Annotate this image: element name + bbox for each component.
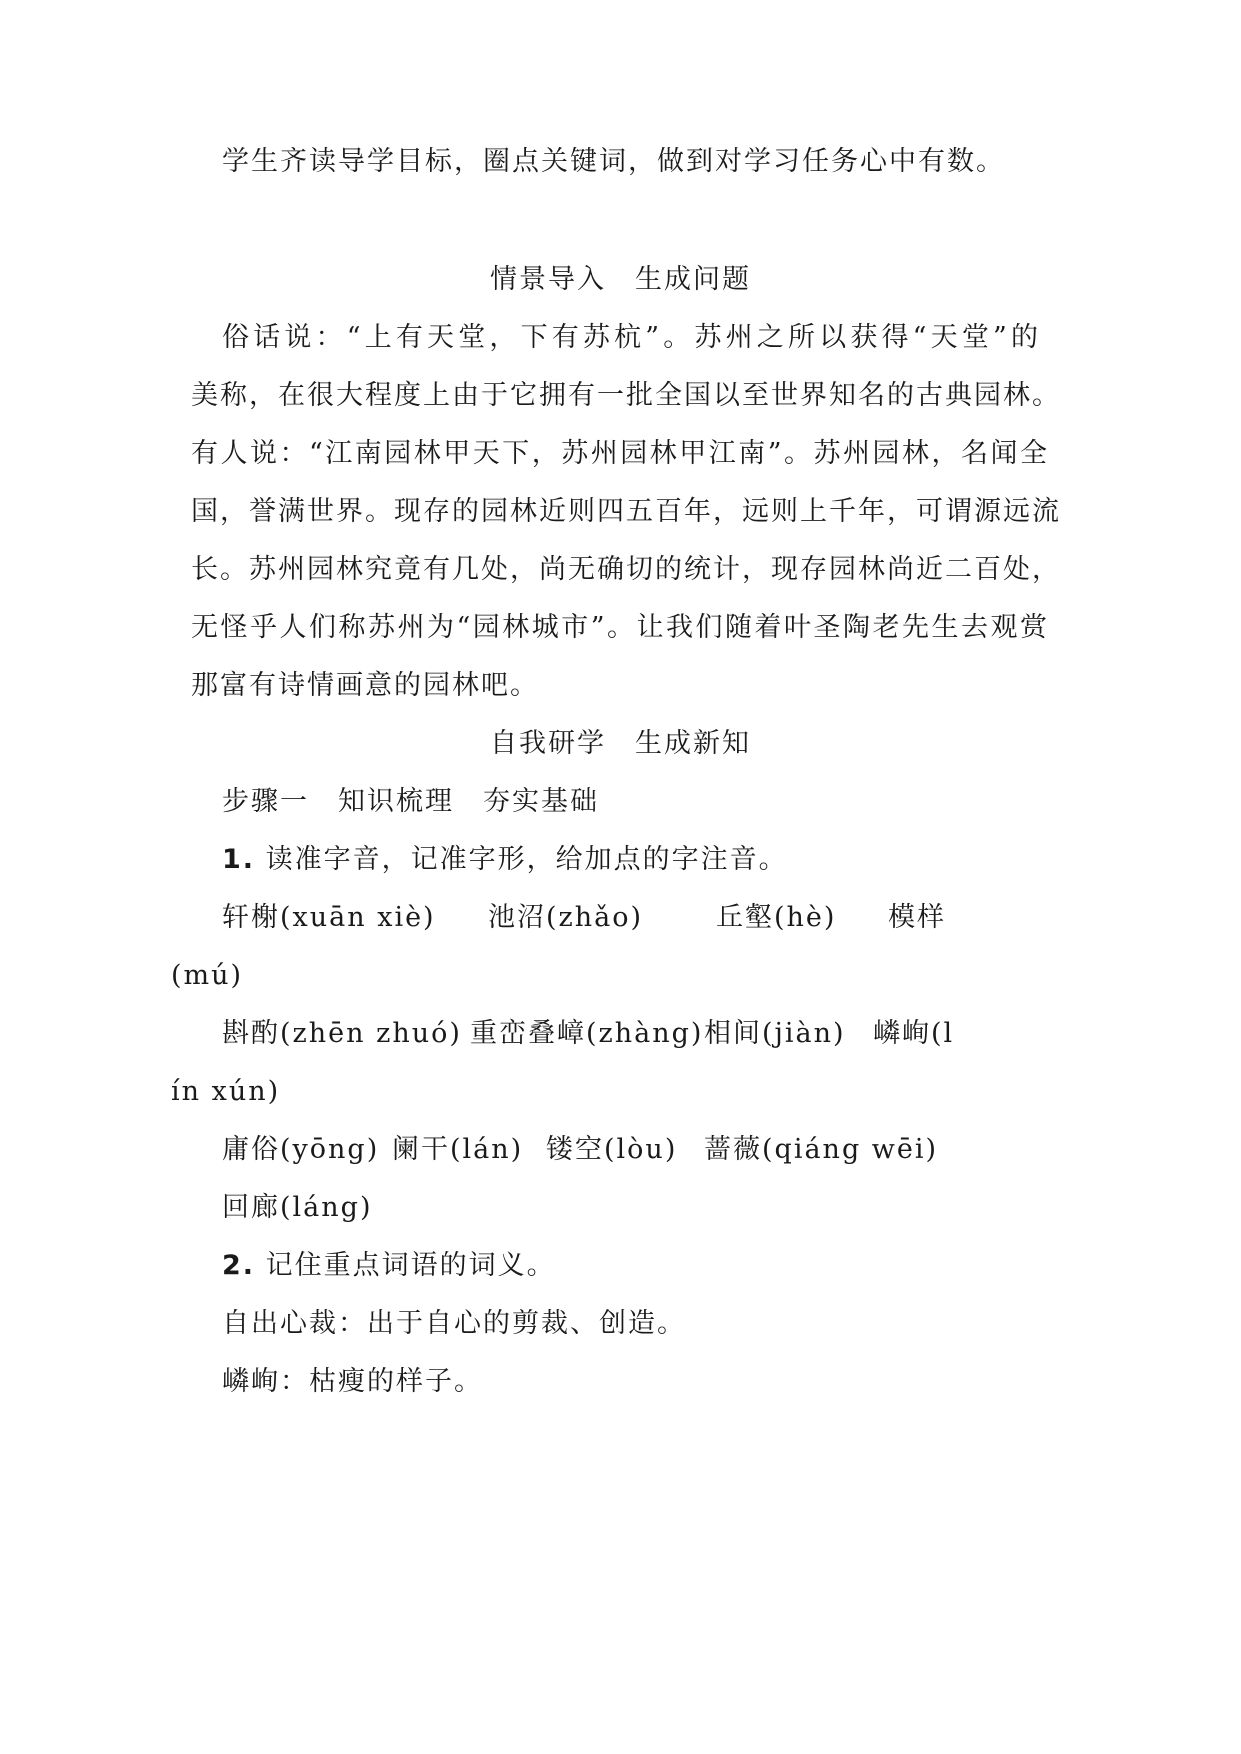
paragraph-line: 美称，在很大程度上由于它拥有一批全国以至世界知名的古典园林。 (191, 380, 1061, 411)
pinyin-entry: 模样 (888, 902, 946, 933)
item-text: 记住重点词语的词义。 (265, 1250, 556, 1281)
pinyin-entry: 嶙峋(l (873, 1018, 955, 1049)
pinyin-entry: 回廊(láng) (222, 1192, 373, 1223)
pinyin-entry: (mú) (171, 960, 244, 991)
pinyin-entry: 阑干(lán) (392, 1134, 524, 1165)
item-2 (222, 1246, 556, 1286)
pinyin-entry: 镂空(lòu) (546, 1134, 678, 1165)
pinyin-entry: 斟酌(zhēn zhuó) (222, 1018, 462, 1049)
pinyin-entry: 庸俗(yōng) (222, 1134, 380, 1165)
item-text: 读准字音，记准字形，给加点的字注音。 (265, 844, 788, 875)
pinyin-entry: 丘壑(hè) (716, 902, 837, 933)
intro-line: 学生齐读导学目标，圈点关键词，做到对学习任务心中有数。 (222, 146, 1005, 177)
pinyin-entry: 池沼(zhǎo) (488, 902, 644, 933)
paragraph-line: 那富有诗情画意的园林吧。 (191, 670, 539, 701)
section-heading-situational-intro: 情景导入 生成问题 (490, 264, 751, 295)
paragraph-line: 有人说：“江南园林甲天下，苏州园林甲江南”。苏州园林，名闻全 (191, 438, 1049, 469)
pinyin-entry: 重峦叠嶂(zhàng) (470, 1018, 704, 1049)
item-1 (222, 840, 788, 880)
section-heading-self-study: 自我研学 生成新知 (490, 728, 751, 759)
step-one-heading: 步骤一 知识梳理 夯实基础 (222, 786, 599, 817)
paragraph-line: 长。苏州园林究竟有几处，尚无确切的统计，现存园林尚近二百处， (191, 554, 1061, 585)
pinyin-entry: ín xún) (171, 1076, 281, 1107)
paragraph-line: 无怪乎人们称苏州为“园林城市”。让我们随着叶圣陶老先生去观赏 (191, 612, 1049, 643)
definition: 自出心裁：出于自心的剪裁、创造。 (222, 1308, 686, 1339)
paragraph-line: 国，誉满世界。现存的园林近则四五百年，远则上千年，可谓源远流 (191, 496, 1061, 527)
pinyin-entry: 轩榭(xuān xiè) (222, 902, 436, 933)
item-number: 1. (222, 844, 256, 875)
pinyin-entry: 相间(jiàn) (704, 1018, 846, 1049)
pinyin-entry: 蔷薇(qiáng wēi) (704, 1134, 939, 1165)
definition: 嶙峋：枯瘦的样子。 (222, 1366, 483, 1397)
paragraph-line: 俗话说：“上有天堂，下有苏杭”。苏州之所以获得“天堂”的 (222, 322, 1040, 353)
item-number: 2. (222, 1250, 256, 1281)
